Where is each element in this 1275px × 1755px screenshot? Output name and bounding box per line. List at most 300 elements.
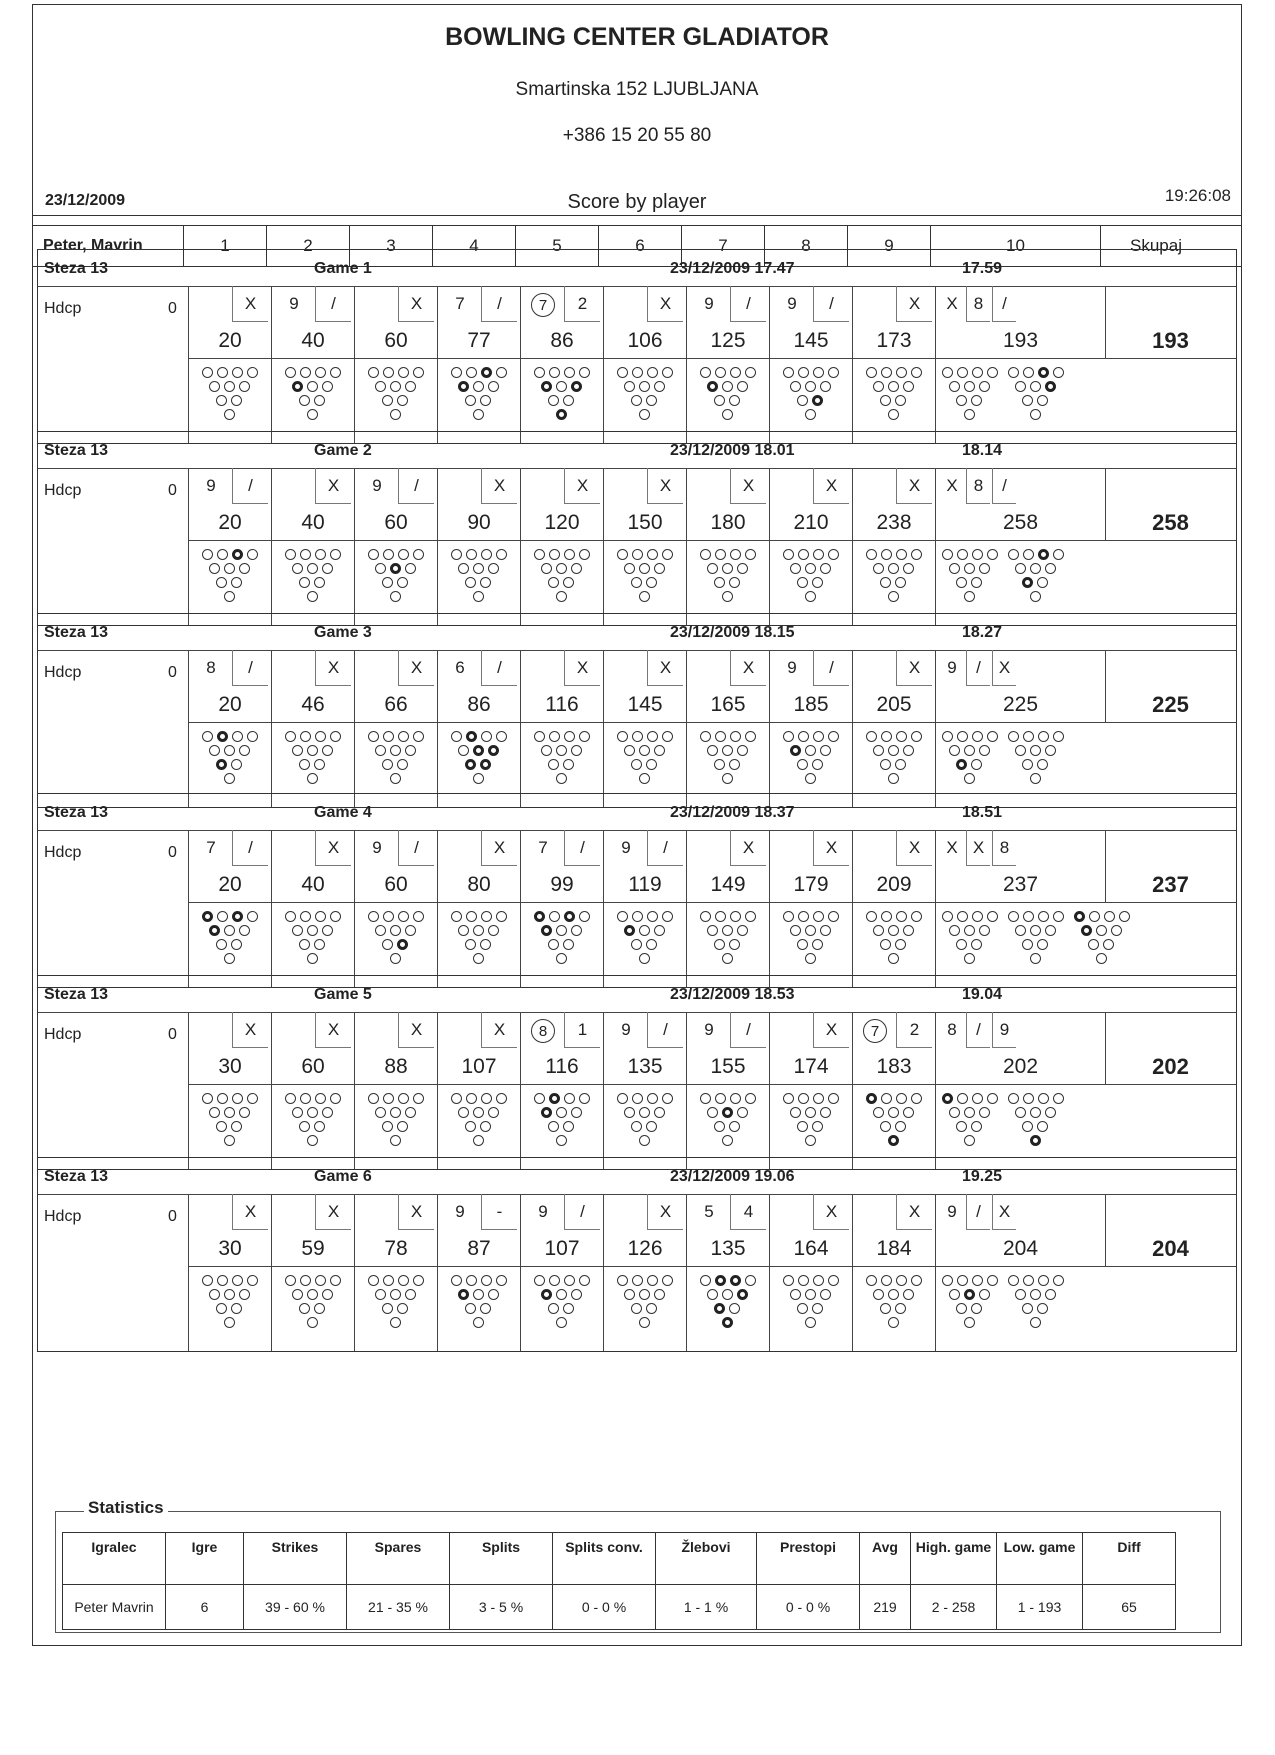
frame-score: 90	[467, 511, 491, 534]
frame-rolls	[355, 650, 437, 686]
pin-7	[368, 549, 379, 560]
pin-8	[715, 911, 726, 922]
roll-2: /	[232, 830, 268, 866]
frame-7	[686, 286, 769, 443]
game-block-5	[37, 975, 1237, 1170]
frame-rolls	[604, 1194, 686, 1230]
roll-2: /	[966, 1012, 990, 1048]
roll-2: /	[398, 468, 434, 504]
pin-4	[1015, 745, 1026, 756]
pin-5	[964, 381, 975, 392]
pin-6	[1045, 1289, 1056, 1300]
pin-2	[216, 577, 227, 588]
frame-score: 180	[710, 511, 746, 534]
frame-4	[437, 468, 520, 625]
stat-value-11: 65	[1083, 1585, 1176, 1630]
pin-1	[556, 953, 567, 964]
pin-8	[217, 549, 228, 560]
pin-3	[971, 577, 982, 588]
frame-score: 173	[876, 329, 912, 352]
pin-6	[1045, 381, 1056, 392]
pin-9	[730, 1275, 741, 1286]
lane-label: Steza 13	[44, 624, 109, 641]
pin-5	[224, 925, 235, 936]
pin-4	[1015, 925, 1026, 936]
stat-header-5: Splits conv.	[553, 1533, 656, 1585]
pin-8	[1023, 549, 1034, 560]
pin-8	[798, 1093, 809, 1104]
pin-5	[556, 745, 567, 756]
pin-3	[563, 759, 574, 770]
frame-rolls	[438, 1012, 520, 1048]
frame-rolls	[687, 650, 769, 686]
pin-8	[549, 911, 560, 922]
roll-1: 8	[206, 658, 216, 677]
frame-6	[603, 650, 686, 807]
pin-1	[805, 409, 816, 420]
pin-9	[315, 1093, 326, 1104]
roll-1: 7	[455, 294, 465, 313]
total-column	[1105, 1012, 1235, 1084]
pinset	[617, 911, 675, 979]
pin-6	[571, 745, 582, 756]
split-mark: 7	[531, 293, 555, 317]
pin-9	[647, 1275, 658, 1286]
roll-2: 4	[730, 1194, 766, 1230]
pin-2	[465, 577, 476, 588]
frame-10	[935, 1012, 1105, 1169]
pin-7	[368, 1275, 379, 1286]
pin-5	[805, 1107, 816, 1118]
pin-1	[473, 1317, 484, 1328]
lane-label: Steza 13	[44, 260, 109, 277]
pin-8	[632, 1275, 643, 1286]
pin-1	[390, 409, 401, 420]
pin-9	[481, 911, 492, 922]
pin-4	[949, 381, 960, 392]
pinset	[617, 1275, 675, 1343]
pin-2	[548, 939, 559, 950]
pin-5	[888, 381, 899, 392]
pin-7	[783, 1275, 794, 1286]
frame-8	[769, 468, 852, 625]
frame-8	[769, 1194, 852, 1351]
frame-4	[437, 1012, 520, 1169]
frame-rolls	[272, 830, 354, 866]
pin-4	[707, 381, 718, 392]
pin-4	[292, 381, 303, 392]
game-start: 23/12/2009 18.53	[670, 986, 795, 1003]
pinset	[451, 1275, 509, 1343]
pin-5	[556, 381, 567, 392]
frame-rolls	[438, 286, 520, 322]
roll-2: X	[398, 1012, 434, 1048]
frame-score: 119	[628, 873, 662, 896]
roll-3: /	[992, 286, 1016, 322]
split-mark: 8	[531, 1019, 555, 1043]
game-label: Game 1	[314, 260, 372, 277]
pin-7	[942, 549, 953, 560]
frame-score: 40	[301, 873, 325, 896]
pin-9	[972, 1093, 983, 1104]
lane-label: Steza 13	[44, 986, 109, 1003]
pin-8	[466, 549, 477, 560]
roll-1: 5	[704, 1202, 714, 1221]
frame-rolls	[521, 1012, 603, 1048]
pin-7	[534, 911, 545, 922]
pin-diagram	[521, 1266, 603, 1351]
frame-1	[188, 1194, 271, 1351]
hdcp-cell	[38, 286, 188, 358]
pin-6	[488, 563, 499, 574]
pin-4	[541, 381, 552, 392]
pin-2	[299, 577, 310, 588]
stat-header-1: Igre	[166, 1533, 244, 1585]
lane-label: Steza 13	[44, 1168, 109, 1185]
pin-3	[729, 939, 740, 950]
pin-5	[1030, 1107, 1041, 1118]
frame-rolls	[189, 1194, 271, 1230]
pin-8	[1023, 367, 1034, 378]
pin-6	[488, 925, 499, 936]
pin-1	[888, 409, 899, 420]
pin-6	[903, 381, 914, 392]
pin-10	[247, 549, 258, 560]
pin-4	[624, 745, 635, 756]
roll-1	[774, 1194, 810, 1230]
frame-score: 165	[710, 693, 746, 716]
pin-4	[790, 745, 801, 756]
pin-3	[812, 1303, 823, 1314]
roll-1	[691, 830, 727, 866]
pin-7	[451, 731, 462, 742]
pin-5	[1030, 381, 1041, 392]
pin-8	[715, 1093, 726, 1104]
game-body	[38, 468, 1236, 625]
pin-7	[285, 911, 296, 922]
roll-1	[193, 286, 229, 322]
pin-8	[632, 911, 643, 922]
roll-1	[359, 286, 395, 322]
pin-1	[888, 773, 899, 784]
pin-7	[285, 367, 296, 378]
frame-rolls	[438, 468, 520, 504]
roll-2: X	[966, 830, 990, 866]
pin-4	[541, 1107, 552, 1118]
roll-2: /	[730, 1012, 766, 1048]
pin-7	[866, 367, 877, 378]
frame-rolls	[189, 1012, 271, 1048]
pin-9	[564, 1275, 575, 1286]
pin-10	[745, 367, 756, 378]
pin-2	[382, 759, 393, 770]
stat-header-3: Spares	[347, 1533, 450, 1585]
pin-2	[216, 759, 227, 770]
pin-10	[745, 911, 756, 922]
pin-7	[1008, 1275, 1019, 1286]
frame-6	[603, 830, 686, 987]
game-total: 193	[1152, 328, 1189, 353]
pin-2	[797, 939, 808, 950]
pin-6	[979, 381, 990, 392]
roll-1	[525, 468, 561, 504]
pin-6	[1045, 925, 1056, 936]
roll-2: X	[813, 1012, 849, 1048]
pin-9	[232, 911, 243, 922]
pin-10	[413, 731, 424, 742]
hdcp-label: Hdcp	[44, 1026, 82, 1043]
pin-10	[828, 367, 839, 378]
pin-1	[224, 591, 235, 602]
pin-2	[880, 939, 891, 950]
pin-6	[820, 1289, 831, 1300]
pin-7	[700, 549, 711, 560]
pin-9	[896, 731, 907, 742]
pin-4	[375, 925, 386, 936]
hdcp-label: Hdcp	[44, 482, 82, 499]
stat-header-9: High. game	[911, 1533, 997, 1585]
pin-3	[971, 939, 982, 950]
frame-score: 60	[384, 329, 408, 352]
roll-3: X	[992, 650, 1016, 686]
pin-9	[232, 1275, 243, 1286]
pin-7	[368, 911, 379, 922]
frame-6	[603, 286, 686, 443]
pin-5	[1030, 1289, 1041, 1300]
hdcp-value: 0	[168, 844, 177, 861]
pin-1	[1096, 953, 1107, 964]
stat-value-3: 21 - 35 %	[347, 1585, 450, 1630]
pin-7	[451, 1093, 462, 1104]
frame-rolls	[189, 830, 271, 866]
frame-5	[520, 286, 603, 443]
pin-10	[496, 1275, 507, 1286]
pin-5	[639, 381, 650, 392]
pin-7	[534, 1093, 545, 1104]
statistics-panel	[55, 1498, 1221, 1633]
roll-2: -	[481, 1194, 517, 1230]
roll-1	[691, 468, 727, 504]
pin-10	[662, 549, 673, 560]
pin-8	[798, 911, 809, 922]
pin-7	[285, 731, 296, 742]
frame-rolls	[521, 650, 603, 686]
pin-7	[617, 367, 628, 378]
pin-4	[790, 925, 801, 936]
pin-3	[895, 395, 906, 406]
frame-2	[271, 650, 354, 807]
pinset	[451, 731, 509, 799]
roll-1	[359, 1194, 395, 1230]
pin-8	[300, 549, 311, 560]
pin-6	[488, 1289, 499, 1300]
pin-5	[722, 381, 733, 392]
pin-6	[654, 563, 665, 574]
pin-8	[881, 1093, 892, 1104]
pin-7	[783, 911, 794, 922]
game-start: 23/12/2009 19.06	[670, 1168, 795, 1185]
game-block-6	[37, 1157, 1237, 1352]
frame-number-9: 9	[847, 226, 930, 266]
pin-4	[292, 563, 303, 574]
pinset-1	[942, 1093, 1000, 1161]
pin-4	[541, 745, 552, 756]
pin-diagram	[853, 1266, 935, 1351]
hdcp-cell	[38, 1194, 188, 1266]
pinset	[285, 1275, 343, 1343]
roll-1: 7	[206, 838, 216, 857]
pin-8	[300, 1093, 311, 1104]
pin-5	[805, 745, 816, 756]
frame-score: 210	[793, 511, 829, 534]
game-start: 23/12/2009 18.01	[670, 442, 795, 459]
pin-4	[790, 1289, 801, 1300]
pin-4	[541, 563, 552, 574]
pin-6	[979, 745, 990, 756]
pin-10	[987, 911, 998, 922]
pin-8	[632, 731, 643, 742]
pin-9	[972, 911, 983, 922]
stat-value-5: 0 - 0 %	[553, 1585, 656, 1630]
roll-2: X	[481, 830, 517, 866]
report-subtitle: Score by player	[567, 191, 707, 213]
roll-1	[525, 650, 561, 686]
pin-1	[1030, 953, 1041, 964]
pin-4	[790, 1107, 801, 1118]
roll-2: X	[813, 830, 849, 866]
pin-3	[646, 395, 657, 406]
pin-1	[888, 1317, 899, 1328]
pin-2	[465, 939, 476, 950]
pinset	[285, 367, 343, 435]
pin-2	[1022, 395, 1033, 406]
roll-2: X	[481, 1012, 517, 1048]
roll-1: 9	[621, 838, 631, 857]
roll-3: /	[992, 468, 1016, 504]
game-block-4	[37, 793, 1237, 988]
frame-4	[437, 650, 520, 807]
pin-3	[480, 759, 491, 770]
pin-1	[639, 409, 650, 420]
roll-2: X	[730, 830, 766, 866]
frame-rolls	[770, 468, 852, 504]
frame-score: 87	[467, 1237, 491, 1260]
frame-rolls	[272, 286, 354, 322]
frame-score: 40	[301, 511, 325, 534]
frame-rolls	[521, 830, 603, 866]
pin-2	[714, 395, 725, 406]
pinset	[866, 911, 924, 979]
pin-4	[707, 563, 718, 574]
frame-rolls	[604, 1012, 686, 1048]
pin-3	[646, 1303, 657, 1314]
frame-number-4: 4	[432, 226, 515, 266]
pinset-1	[942, 549, 1000, 617]
pinset	[534, 911, 592, 979]
pinset	[617, 367, 675, 435]
pin-10	[413, 1275, 424, 1286]
pinset	[700, 911, 758, 979]
pin-6	[654, 1107, 665, 1118]
frame-6	[603, 1194, 686, 1351]
pin-4	[624, 925, 635, 936]
stat-value-7: 0 - 0 %	[757, 1585, 860, 1630]
pin-10	[413, 549, 424, 560]
pin-1	[805, 1317, 816, 1328]
pin-5	[473, 1107, 484, 1118]
pin-6	[737, 381, 748, 392]
pin-1	[888, 1135, 899, 1146]
pin-diagram	[189, 1266, 271, 1351]
frame-score: 20	[218, 511, 242, 534]
pin-4	[873, 563, 884, 574]
pin-5	[390, 1289, 401, 1300]
pinset-1	[942, 367, 1000, 435]
pin-9	[481, 1275, 492, 1286]
stat-value-9: 2 - 258	[911, 1585, 997, 1630]
pin-3	[314, 577, 325, 588]
pin-9	[813, 731, 824, 742]
roll-2: X	[232, 286, 268, 322]
roll-1	[276, 468, 312, 504]
pin-3	[729, 1303, 740, 1314]
pin-8	[300, 367, 311, 378]
roll-2: /	[647, 1012, 683, 1048]
pin-10	[828, 911, 839, 922]
pin-diagram	[687, 1266, 769, 1351]
frame-score: 155	[710, 1055, 746, 1078]
pin-8	[798, 731, 809, 742]
pin-2	[548, 395, 559, 406]
pin-1	[307, 1317, 318, 1328]
frame-score: 135	[710, 1237, 746, 1260]
frame-score: 238	[876, 511, 912, 534]
roll-2: X	[315, 830, 351, 866]
pin-6	[1045, 745, 1056, 756]
pin-5	[307, 925, 318, 936]
stat-header-10: Low. game	[997, 1533, 1083, 1585]
pin-8	[957, 1093, 968, 1104]
stat-value-4: 3 - 5 %	[450, 1585, 553, 1630]
pin-8	[798, 1275, 809, 1286]
pin-6	[488, 1107, 499, 1118]
game-start: 23/12/2009 18.37	[670, 804, 795, 821]
pin-2	[880, 1303, 891, 1314]
total-column	[1105, 468, 1235, 540]
pin-7	[700, 731, 711, 742]
pin-4	[375, 1107, 386, 1118]
pin-4	[624, 1107, 635, 1118]
pin-2	[880, 759, 891, 770]
roll-2: X	[896, 468, 932, 504]
pin-8	[383, 549, 394, 560]
pin-3	[397, 939, 408, 950]
pin-1	[473, 409, 484, 420]
pin-9	[315, 731, 326, 742]
pin-3	[895, 1303, 906, 1314]
pin-5	[964, 925, 975, 936]
frame-10	[935, 830, 1105, 987]
pin-6	[737, 1107, 748, 1118]
pin-5	[390, 1107, 401, 1118]
pin-4	[707, 1107, 718, 1118]
frame-number-7: 7	[681, 226, 764, 266]
pin-6	[903, 925, 914, 936]
pinset	[202, 731, 260, 799]
pin-1	[964, 1317, 975, 1328]
pin-2	[1022, 1121, 1033, 1132]
game-label: Game 3	[314, 624, 372, 641]
